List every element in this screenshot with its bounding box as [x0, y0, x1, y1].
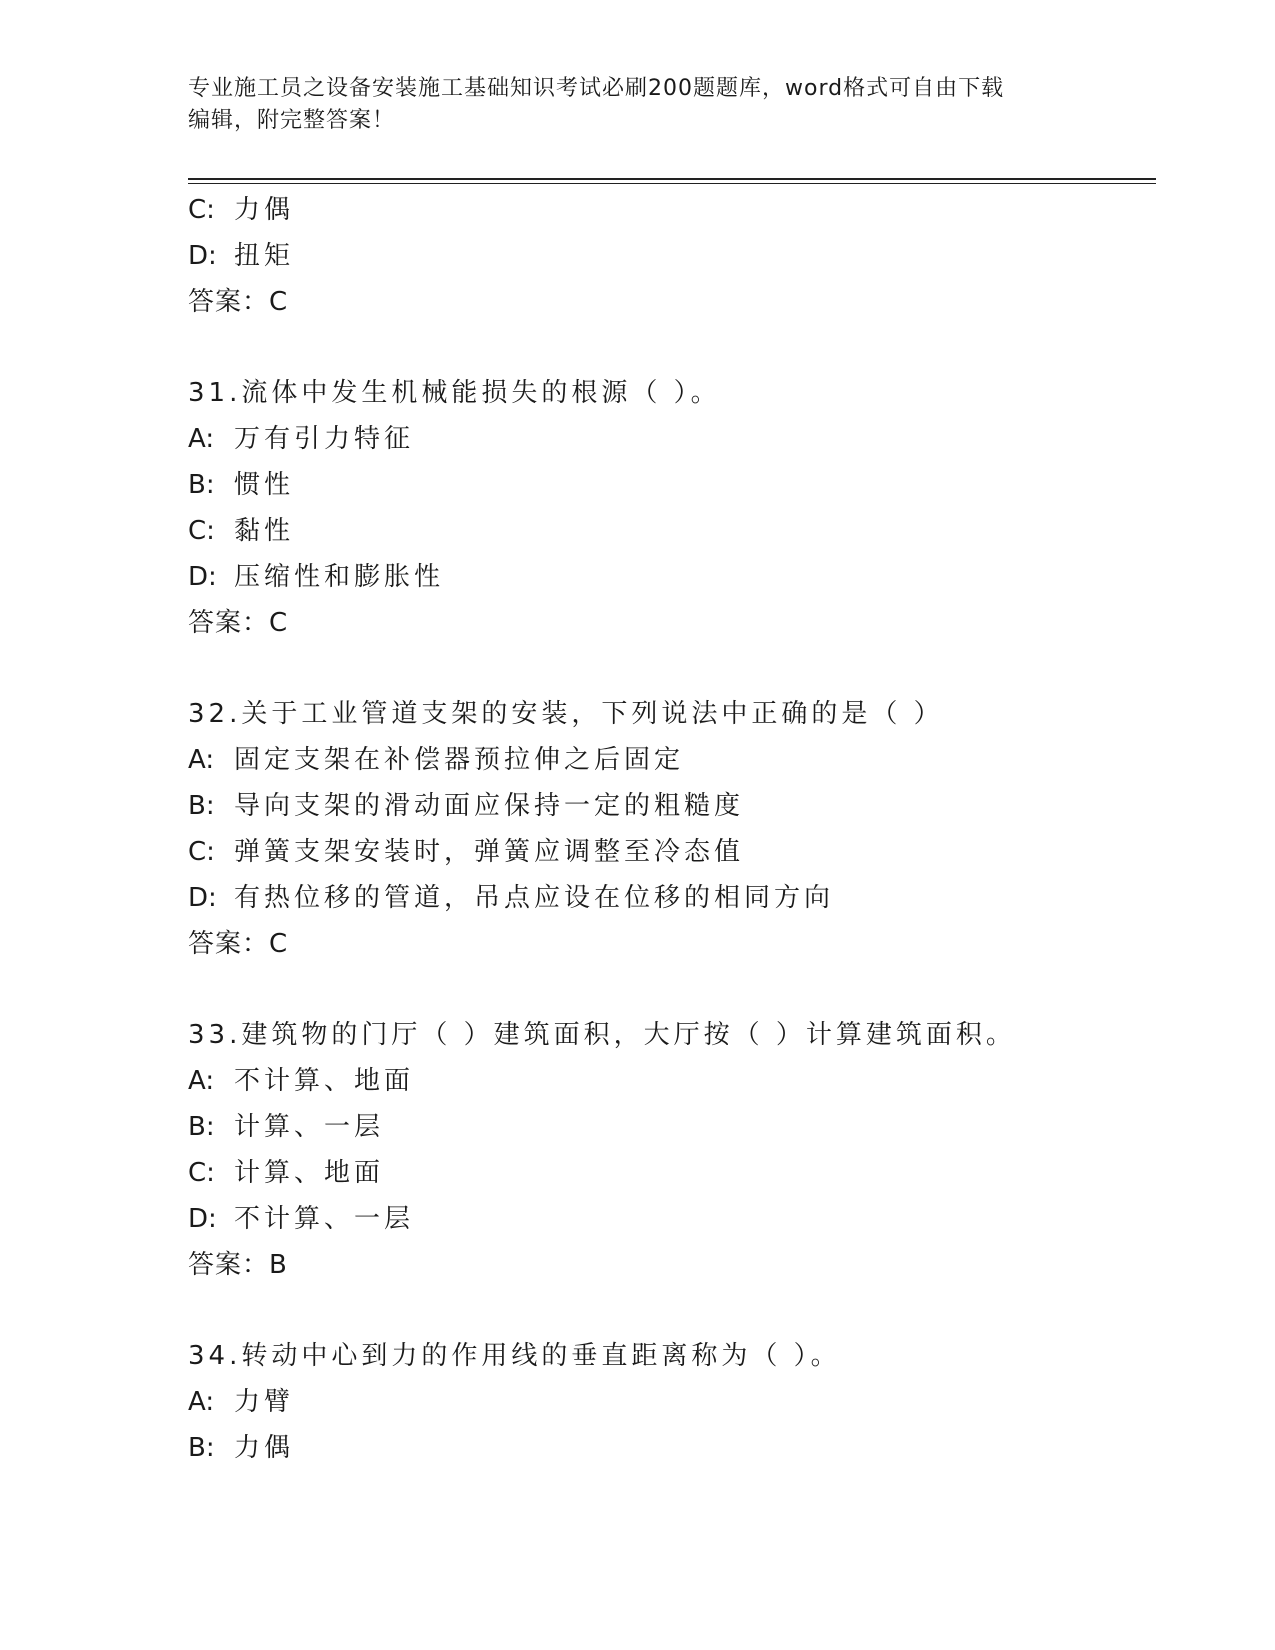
option-key: A:	[188, 1387, 215, 1417]
option-key: D:	[188, 241, 217, 271]
option-a	[188, 1379, 1156, 1425]
answer-line: 答案：C	[188, 929, 289, 959]
question-stem: 33.建筑物的门厅（ ）建筑面积，大厅按（ ）计算建筑面积。	[188, 1020, 1016, 1050]
option-c	[188, 187, 1156, 233]
option-key: C:	[188, 1158, 215, 1188]
option-d	[188, 1196, 1156, 1242]
option-d	[188, 875, 1156, 921]
question-block-continued	[188, 187, 1156, 325]
option-text: 有热位移的管道，吊点应设在位移的相同方向	[234, 883, 835, 913]
option-key: B:	[188, 1433, 215, 1463]
question-block	[188, 1333, 1156, 1471]
header-divider-thin	[188, 183, 1156, 184]
question-block	[188, 370, 1156, 646]
option-text: 力偶	[234, 195, 295, 225]
option-b	[188, 1425, 1156, 1471]
option-text: 计算、地面	[234, 1158, 385, 1188]
option-a	[188, 737, 1156, 783]
option-key: A:	[188, 745, 215, 775]
option-key: D:	[188, 883, 217, 913]
option-b	[188, 462, 1156, 508]
option-key: C:	[188, 195, 215, 225]
option-text: 固定支架在补偿器预拉伸之后固定	[234, 745, 685, 775]
option-key: B:	[188, 791, 215, 821]
option-d	[188, 554, 1156, 600]
option-b	[188, 1104, 1156, 1150]
option-text: 导向支架的滑动面应保持一定的粗糙度	[234, 791, 745, 821]
header-title-line-2: 编辑，附完整答案！	[188, 108, 396, 133]
option-text: 不计算、一层	[234, 1204, 415, 1234]
option-d	[188, 233, 1156, 279]
option-text: 黏性	[234, 516, 295, 546]
option-text: 弹簧支架安装时，弹簧应调整至冷态值	[234, 837, 745, 867]
option-text: 力臂	[234, 1387, 295, 1417]
answer-line: 答案：C	[188, 287, 289, 317]
option-text: 力偶	[234, 1433, 295, 1463]
option-key: B:	[188, 1112, 215, 1142]
question-block	[188, 1012, 1156, 1288]
option-c	[188, 829, 1156, 875]
option-b	[188, 783, 1156, 829]
document-header	[188, 73, 1078, 137]
header-divider-thick	[188, 178, 1156, 180]
option-key: A:	[188, 424, 215, 454]
option-text: 压缩性和膨胀性	[234, 562, 445, 592]
option-text: 万有引力特征	[234, 424, 415, 454]
option-c	[188, 1150, 1156, 1196]
option-a	[188, 416, 1156, 462]
header-title-line-1: 专业施工员之设备安装施工基础知识考试必刷200题题库，word格式可自由下载	[188, 76, 1005, 101]
option-text: 扭矩	[234, 241, 295, 271]
option-key: C:	[188, 837, 215, 867]
question-stem: 34.转动中心到力的作用线的垂直距离称为（ ）。	[188, 1341, 841, 1371]
option-c	[188, 508, 1156, 554]
option-key: B:	[188, 470, 215, 500]
option-text: 惯性	[234, 470, 295, 500]
question-stem: 32.关于工业管道支架的安装，下列说法中正确的是（ ）	[188, 699, 944, 729]
option-key: D:	[188, 562, 217, 592]
question-stem: 31.流体中发生机械能损失的根源（ ）。	[188, 378, 721, 408]
option-key: A:	[188, 1066, 215, 1096]
option-key: D:	[188, 1204, 217, 1234]
question-list	[188, 187, 1156, 1471]
question-block	[188, 691, 1156, 967]
option-text: 计算、一层	[234, 1112, 385, 1142]
option-key: C:	[188, 516, 215, 546]
answer-line: 答案：B	[188, 1250, 288, 1280]
answer-line: 答案：C	[188, 608, 289, 638]
option-a	[188, 1058, 1156, 1104]
option-text: 不计算、地面	[234, 1066, 415, 1096]
